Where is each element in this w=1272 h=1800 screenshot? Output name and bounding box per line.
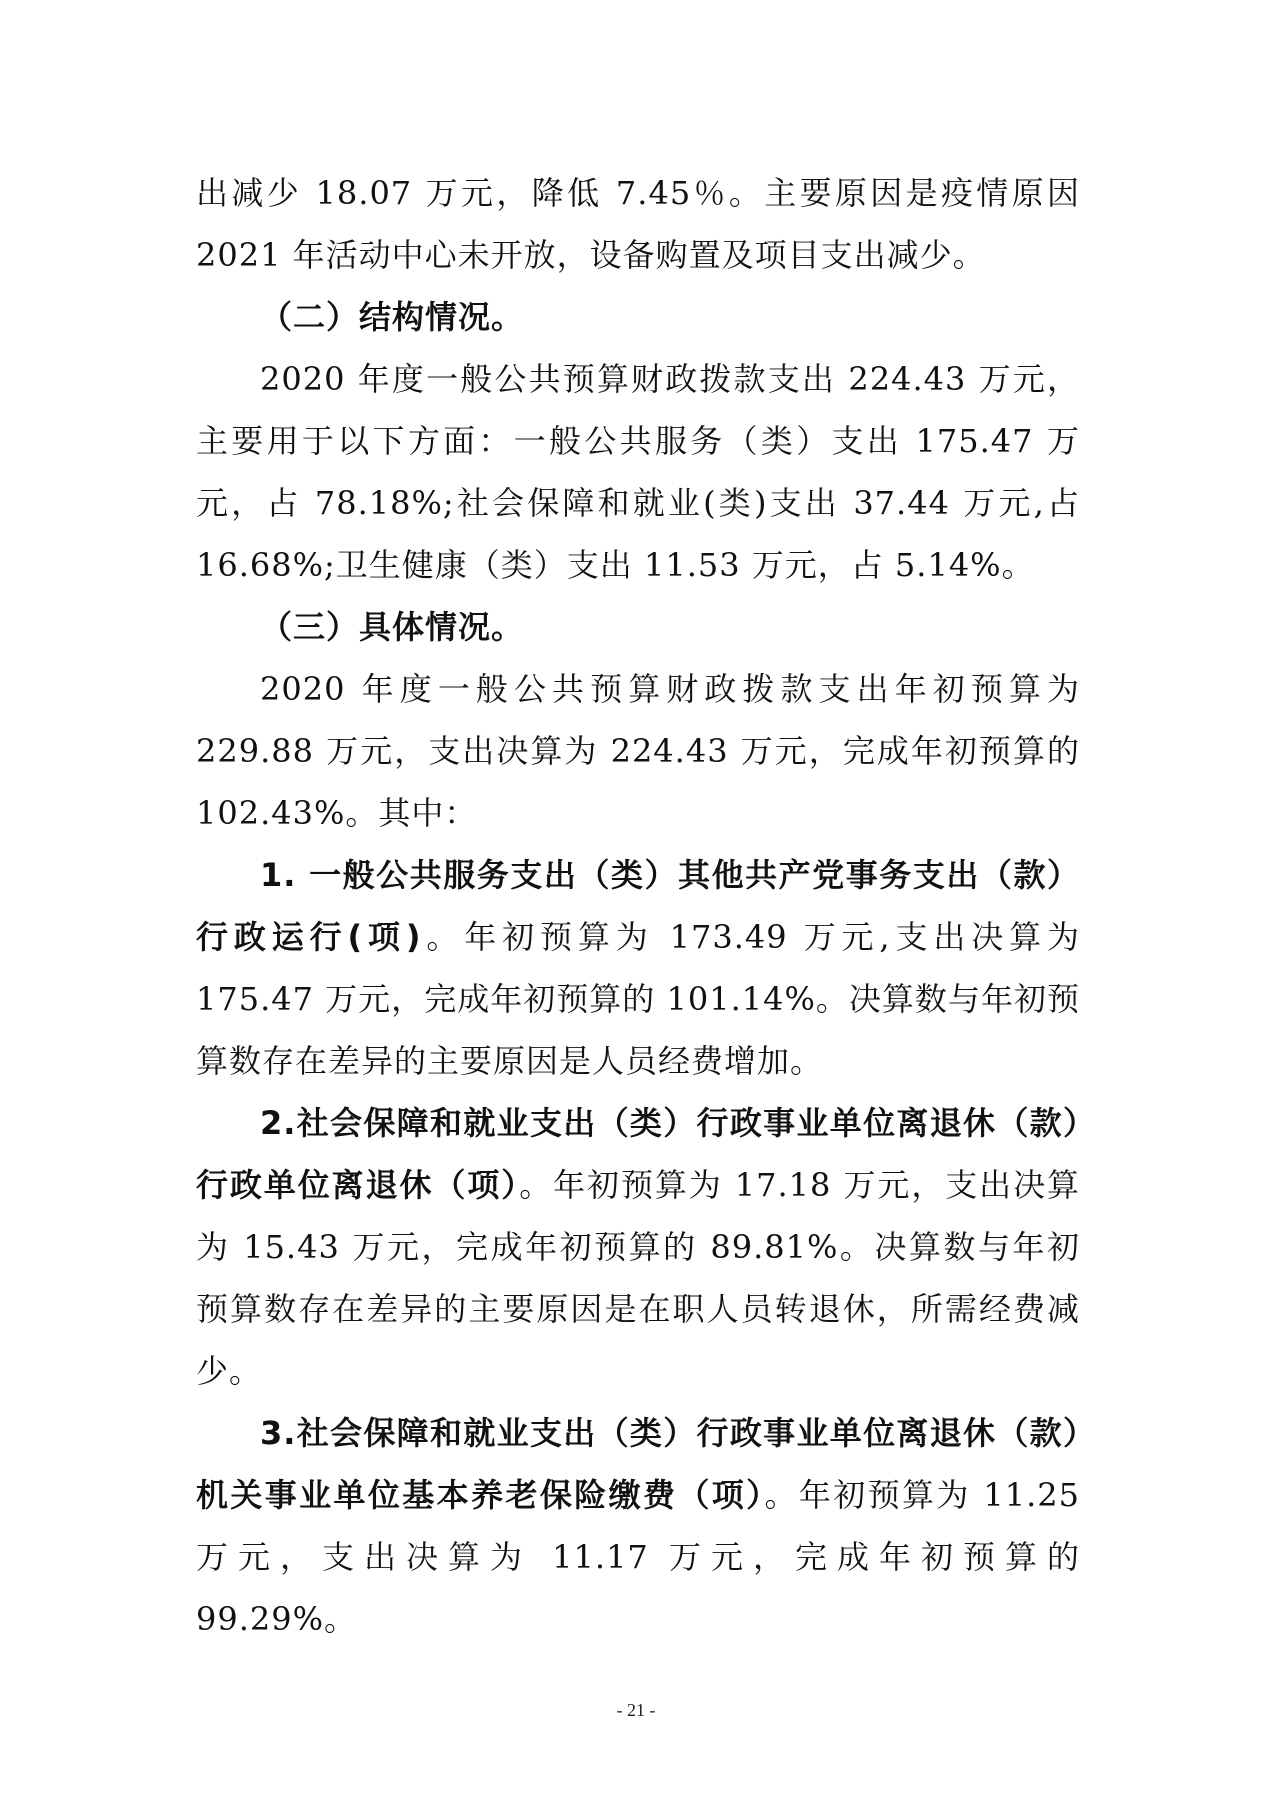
list-item-3 (196, 1402, 1080, 1650)
list-item-2-text: 。年初预算为 17.18 万元，支出决算为 15.43 万元，完成年初预算的 89.81%。决算数与年初预算数存在差异的主要原因是在职人员转退休，所需经费减少。 (196, 1166, 1080, 1390)
paragraph-details-intro: 2020 年度一般公共预算财政拨款支出年初预算为 229.88 万元，支出决算为 224.43 万元，完成年初预算的 102.43%。其中： (196, 670, 1080, 832)
list-item-2-title: 2.社会保障和就业支出（类）行政事业单位离退休（款）行政单位离退休（项） (196, 1104, 1080, 1204)
list-item-1 (196, 844, 1080, 1092)
paragraph-structure: 2020 年度一般公共预算财政拨款支出 224.43 万元，主要用于以下方面：一般公共服务（类）支出 175.47 万元，占 78.18%;社会保障和就业(类)支出 37.44 万元,占 16.68%;卫生健康（类）支出 11.53 万元，占 5.14%。 (196, 360, 1080, 584)
list-item-3-title: 3.社会保障和就业支出（类）行政事业单位离退休（款）机关事业单位基本养老保险缴费（项） (196, 1414, 1080, 1514)
list-item-1-title: 1. 一般公共服务支出（类）其他共产党事务支出（款）行政运行(项) (196, 856, 1080, 956)
list-item-2 (196, 1092, 1080, 1402)
paragraph-continuation: 出减少 18.07 万元，降低 7.45％。主要原因是疫情原因 2021 年活动中心未开放，设备购置及项目支出减少。 (196, 174, 1080, 274)
list-item-3-text: 。年初预算为 11.25 万元，支出决算为 11.17 万元，完成年初预算的 99.29%。 (196, 1476, 1080, 1638)
page-number: - 21 - (616, 1700, 656, 1720)
section-heading-details: （三）具体情况。 (260, 608, 525, 646)
document-body (196, 162, 1080, 1650)
section-heading-structure: （二）结构情况。 (260, 298, 525, 336)
list-item-1-text: 。年初预算为 173.49 万元,支出决算为 175.47 万元，完成年初预算的 101.14%。决算数与年初预算数存在差异的主要原因是人员经费增加。 (196, 918, 1080, 1080)
